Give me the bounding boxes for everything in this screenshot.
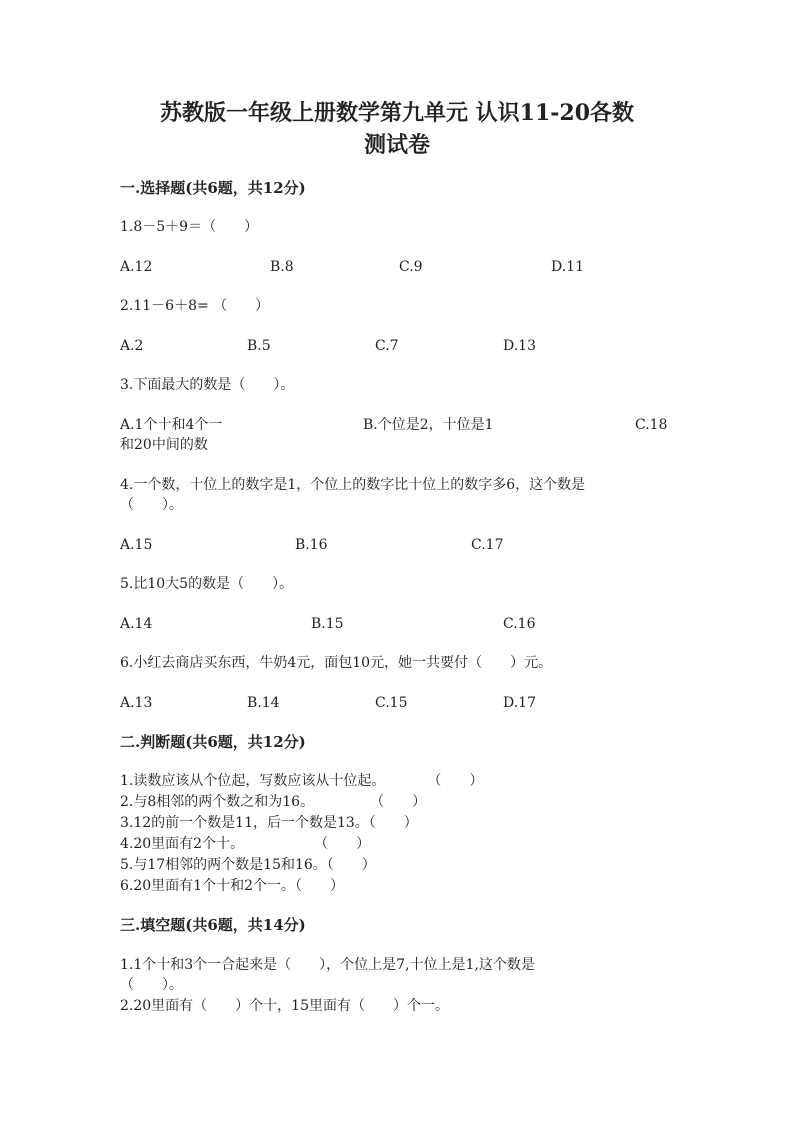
q4-option-c: C.17 — [471, 537, 504, 553]
q4-option-b: B.16 — [295, 537, 328, 553]
q6-option-a: A.13 — [120, 695, 153, 711]
judge-item-4: 4.20里面有2个十。 （ ） — [120, 836, 371, 852]
question-4-stem: 4.一个数，十位上的数字是1，个位上的数字比十位上的数字多6，这个数是 — [120, 477, 586, 493]
q3-option-c-continued: 和20中间的数 — [120, 437, 208, 453]
question-6-stem: 6.小红去商店买东西，牛奶4元，面包10元，她一共要付（ ）元。 — [120, 655, 553, 671]
fill-question-2: 2.20里面有（ ）个十，15里面有（ ）个一。 — [120, 998, 449, 1014]
q3-option-a: A.1个十和4个一 — [120, 417, 223, 433]
q6-option-d: D.17 — [503, 695, 536, 711]
q6-option-b: B.14 — [247, 695, 280, 711]
section-heading-fill: 三.填空题(共6题，共14分) — [120, 916, 306, 934]
q2-option-d: D.13 — [503, 338, 536, 354]
q5-option-a: A.14 — [120, 616, 153, 632]
q2-option-a: A.2 — [120, 338, 144, 354]
q1-option-a: A.12 — [120, 259, 153, 275]
q6-option-c: C.15 — [375, 695, 408, 711]
title-line-2: 测试卷 — [363, 132, 430, 158]
question-3-stem: 3.下面最大的数是（ ）。 — [120, 377, 295, 393]
judge-item-5: 5.与17相邻的两个数是15和16。（ ） — [120, 857, 376, 873]
question-5-stem: 5.比10大5的数是（ ）。 — [120, 576, 294, 592]
q5-option-b: B.15 — [311, 616, 344, 632]
q1-option-b: B.8 — [270, 259, 294, 275]
judge-item-2: 2.与8相邻的两个数之和为16。 （ ） — [120, 794, 427, 810]
judge-item-1: 1.读数应该从个位起，写数应该从十位起。 （ ） — [120, 773, 484, 789]
q3-option-b: B.个位是2，十位是1 — [363, 417, 494, 433]
question-4-stem-continued: （ ）。 — [120, 497, 183, 513]
question-2-stem: 2.11－6＋8= （ ） — [120, 298, 270, 314]
q2-option-c: C.7 — [375, 338, 399, 354]
question-1-stem: 1.8－5＋9＝（ ） — [120, 219, 259, 235]
q3-option-c: C.18 — [635, 417, 668, 433]
q2-option-b: B.5 — [247, 338, 271, 354]
section-heading-judge: 二.判断题(共6题，共12分) — [120, 733, 306, 751]
fill-question-1-continued: （ ）。 — [120, 977, 183, 993]
q4-option-a: A.15 — [120, 537, 153, 553]
q1-option-c: C.9 — [399, 259, 423, 275]
title-line-1: 苏教版一年级上册数学第九单元 认识11-20各数 — [159, 100, 635, 126]
q5-option-c: C.16 — [503, 616, 536, 632]
fill-question-1: 1.1个十和3个一合起来是（ ），个位上是7,十位上是1,这个数是 — [120, 957, 535, 973]
q1-option-d: D.11 — [551, 259, 584, 275]
judge-item-6: 6.20里面有1个十和2个一。（ ） — [120, 878, 344, 894]
judge-item-3: 3.12的前一个数是11，后一个数是13。（ ） — [120, 815, 418, 831]
section-heading-choice: 一.选择题(共6题，共12分) — [120, 179, 306, 197]
